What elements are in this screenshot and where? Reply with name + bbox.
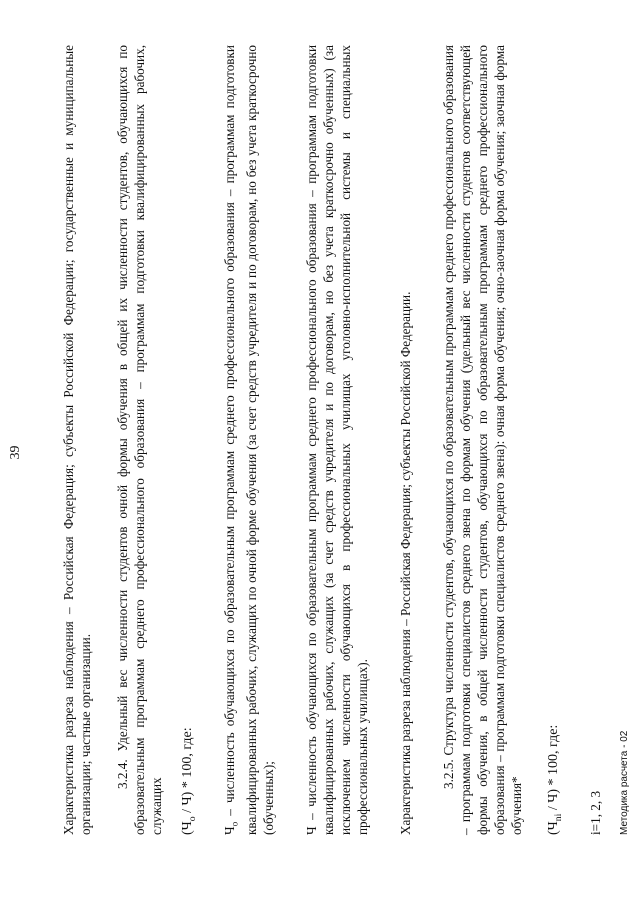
footer-note: Методика расчета - 02: [619, 730, 630, 835]
page-content: [60, 45, 604, 835]
page-number: 39: [8, 445, 23, 460]
section-text: Удельный вес численности студентов очной формы обучения в общей их численности студентов, обучающихся по образовательным программам среднего профессионального образования – программам подготовки квалифицированных рабочих, служащих: [115, 44, 164, 835]
section-text: Структура численности студентов, обучающихся по образовательным программам среднего профессионального образования – программам подготовки специалистов среднего звена по формам обучения (удельный вес численности студентов соответствующей формы обучения, в общей численности студентов, обучающихся по образовательным программам среднего профессионального образования – программам подготовки специалистов среднего звена): очная форма обучения; очно-заочная форма обучения; заочная форма обучения*: [441, 45, 525, 835]
section-3-2-5: [440, 45, 525, 835]
formula-2: $(Ч_{ni} / Ч) * 100$, где:: [546, 724, 565, 835]
definition-1: $Ч_о$ – численность обучающихся по образовательным программам среднего профессионального образования – программам подготовки квалифицированных рабочих, служащих по очной форме обучения (за счет средств учредителя и по договорам, но без учета краткосрочно (обученных);: [221, 45, 277, 835]
index-range: i=1, 2, 3: [588, 790, 604, 835]
section-number: 3.2.4.: [115, 759, 130, 789]
paragraph-observation-1: Характеристика разреза наблюдения – Российская Федерация; субъекты Российской Федерации; государственные и муниципальные организации; частные организации.: [61, 45, 93, 835]
definition-2: Ч – численность обучающихся по образовательным программам среднего профессионального образования – программам подготовки квалифицированных рабочих, служащих (за счет средств учредителя и по договорам, но без учета краткосрочно обученных) (за исключением численности обучающихся в профессиональных училищах уголовно-исполнительной системы и специальных профессиональных училищах).: [304, 45, 371, 835]
formula-1: $(Ч_о / Ч) * 100$, где:: [180, 727, 198, 835]
paragraph-observation-2: Характеристика разреза наблюдения – Российская Федерация; субъекты Российской Федерации.: [398, 291, 414, 835]
section-number: 3.2.5.: [441, 759, 457, 789]
section-3-2-4: [114, 45, 165, 835]
